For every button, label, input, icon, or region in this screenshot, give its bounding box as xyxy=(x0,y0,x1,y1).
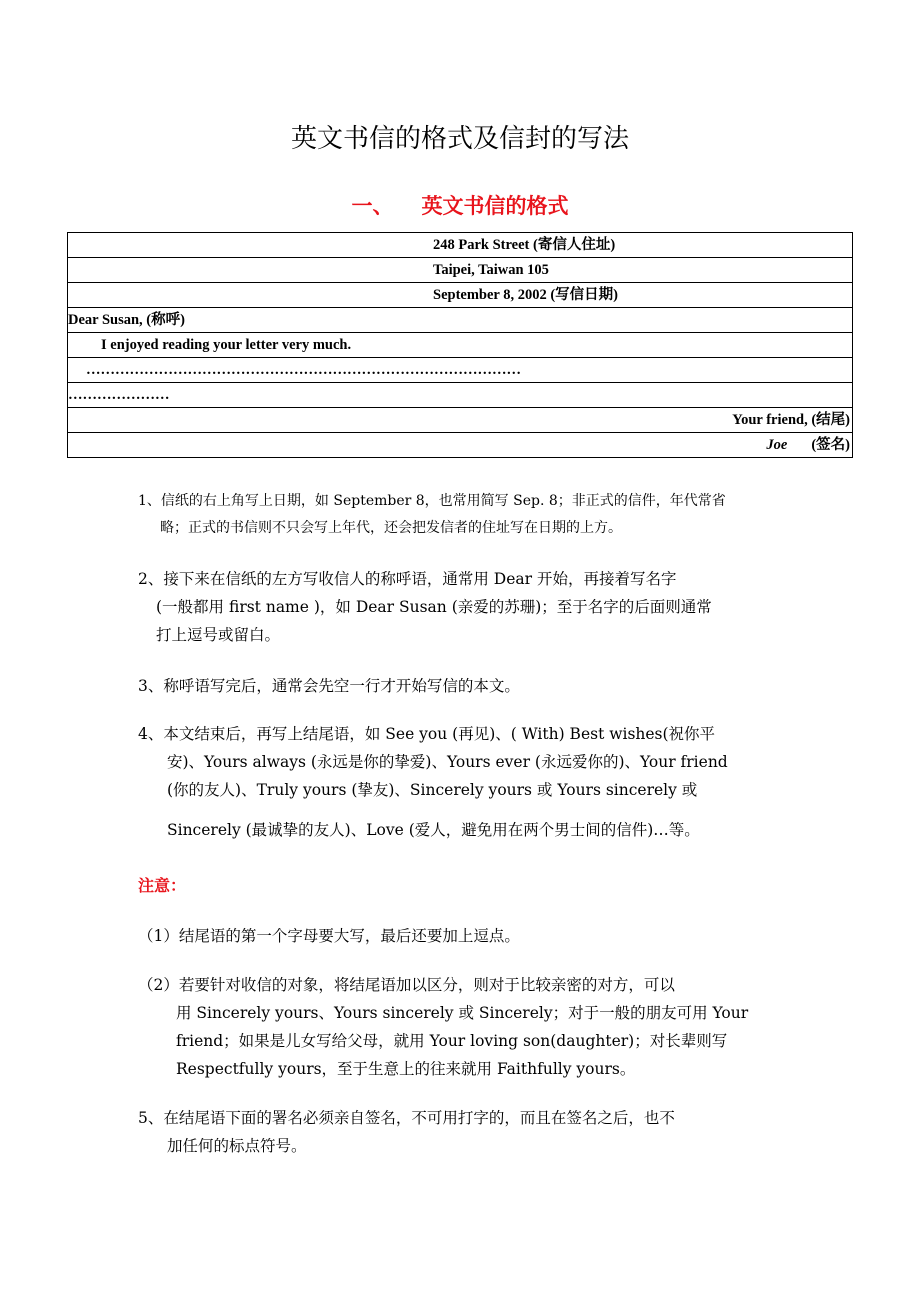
table-row xyxy=(68,383,853,408)
item-line: 5、在结尾语下面的署名必须亲自签名，不可用打字的，而且在签名之后，也不 xyxy=(138,1109,675,1127)
dots-line: ………………… xyxy=(68,383,853,408)
item-line: 1、信纸的右上角写上日期，如 September 8，也常用简写 Sep. 8；非正式的信件，年代常省 xyxy=(138,493,726,509)
item-line: 加任何的标点符号。 xyxy=(167,1137,307,1155)
letter-date: September 8, 2002 (写信日期) xyxy=(68,283,853,308)
item-2 xyxy=(138,565,788,649)
salutation: Dear Susan, (称呼) xyxy=(68,308,853,333)
note-line: （2）若要针对收信的对象，将结尾语加以区分，则对于比较亲密的对方，可以 xyxy=(138,976,675,994)
item-line: 安)、Yours always (永远是你的挚爱)、Yours ever (永远爱你的)、Your friend xyxy=(167,753,728,771)
table-row xyxy=(68,358,853,383)
note-heading: 注意： xyxy=(138,876,187,895)
sender-address-line2: Taipei, Taiwan 105 xyxy=(68,258,853,283)
table-row xyxy=(68,258,853,283)
dots-line: ……………………………………………………………………………… xyxy=(68,358,853,383)
note-2 xyxy=(138,971,788,1083)
note-1 xyxy=(138,922,788,950)
table-row xyxy=(68,233,853,258)
item-line: 打上逗号或留白。 xyxy=(156,626,281,644)
note-line: Respectfully yours，至于生意上的往来就用 Faithfully yours。 xyxy=(176,1060,636,1078)
page-title: 英文书信的格式及信封的写法 xyxy=(290,124,629,154)
section-number: 一、 xyxy=(351,193,394,218)
item-line: (一般都用 first name )，如 Dear Susan (亲爱的苏珊)；至于名字的后面则通常 xyxy=(156,598,712,616)
letter-body-line: I enjoyed reading your letter very much. xyxy=(68,333,853,358)
item-line: 2、接下来在信纸的左方写收信人的称呼语，通常用 Dear 开始，再接着写名字 xyxy=(138,570,677,588)
sender-address-line1: 248 Park Street (寄信人住址) xyxy=(68,233,853,258)
table-row xyxy=(68,408,853,433)
signature xyxy=(68,433,853,458)
table-row xyxy=(68,333,853,358)
section-label: 英文书信的格式 xyxy=(421,193,569,218)
item-line: 4、本文结束后，再写上结尾语，如 See you (再见)、( With) Best wishes(祝你平 xyxy=(138,725,716,743)
table-row xyxy=(68,308,853,333)
letter-format-table xyxy=(67,232,853,458)
item-4 xyxy=(138,720,788,844)
table-row xyxy=(68,433,853,458)
item-5 xyxy=(138,1104,788,1160)
item-1 xyxy=(138,488,788,542)
note-line: （1）结尾语的第一个字母要大写，最后还要加上逗点。 xyxy=(138,927,520,945)
note-line: friend；如果是儿女写给父母，就用 Your loving son(daughter)；对长辈则写 xyxy=(176,1032,728,1050)
item-line: 略；正式的书信则不只会写上年代，还会把发信者的住址写在日期的上方。 xyxy=(160,520,622,536)
section-heading xyxy=(0,190,920,220)
item-line: (你的友人)、Truly yours (挚友)、Sincerely yours 或 Yours sincerely 或 xyxy=(167,781,698,799)
table-row xyxy=(68,283,853,308)
signature-name: Joe xyxy=(766,437,788,453)
signature-label: (签名) xyxy=(811,437,850,453)
item-line: 3、称呼语写完后，通常会先空一行才开始写信的本文。 xyxy=(138,677,520,695)
item-line: Sincerely (最诚挚的友人)、Love (爱人，避免用在两个男士间的信件)…等。 xyxy=(167,821,700,839)
note-line: 用 Sincerely yours、Yours sincerely 或 Sincerely；对于一般的朋友可用 Your xyxy=(176,1004,749,1022)
item-3 xyxy=(138,672,788,700)
closing: Your friend, (结尾) xyxy=(68,408,853,433)
